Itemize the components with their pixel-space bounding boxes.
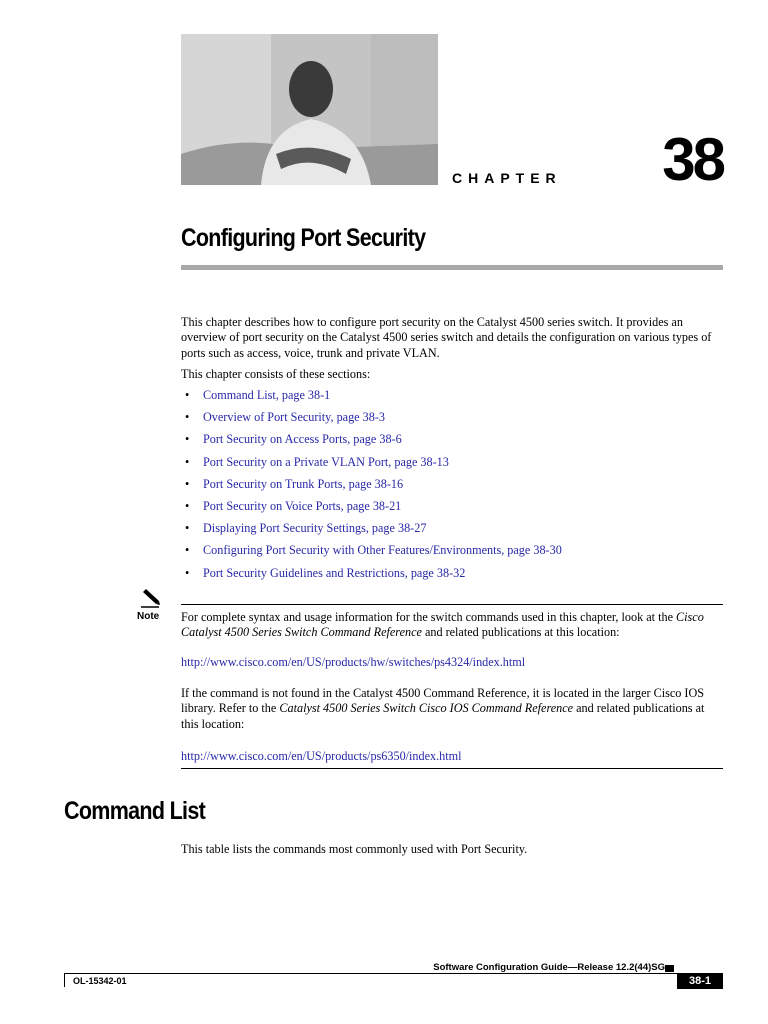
sections-intro: This chapter consists of these sections:: [181, 367, 371, 381]
toc-link[interactable]: Command List, page 38-1: [203, 388, 331, 402]
list-item: [181, 499, 562, 521]
bullet-icon: •: [185, 476, 190, 491]
bullet-icon: •: [185, 454, 190, 469]
note-paragraph-1: For complete syntax and usage information for the switch commands used in this chapter, look at the Cisco Catalyst 4500 Series Switch Command Reference and related publications at this location:: [181, 610, 704, 640]
chapter-photo: [181, 34, 438, 185]
list-item: [181, 521, 562, 543]
list-item: [181, 477, 562, 499]
bullet-icon: •: [185, 410, 190, 425]
note-top-rule: [181, 604, 723, 605]
pencil-note-icon: [139, 589, 161, 609]
bullet-icon: •: [185, 543, 190, 558]
url-link[interactable]: http://www.cisco.com/en/US/products/hw/switches/ps4324/index.html: [181, 655, 526, 669]
section-paragraph: This table lists the commands most commonly used with Port Security.: [181, 842, 528, 856]
toc-link[interactable]: Port Security on a Private VLAN Port, page 38-13: [203, 454, 449, 469]
footer-rule: [64, 973, 723, 974]
note-label: Note: [137, 611, 160, 622]
bullet-icon: •: [185, 432, 190, 447]
intro-paragraph: This chapter describes how to configure port security on the Catalyst 4500 series switch. It provides an overview of port security on the Catalyst 4500 series switch and details the configuration on various types of ports such as access, voice, trunk and private VLAN.: [181, 315, 712, 360]
list-item: [181, 388, 562, 410]
note-url-1: [181, 655, 723, 670]
list-item: [181, 543, 562, 565]
footer-tick: [64, 973, 65, 987]
url-link[interactable]: http://www.cisco.com/en/US/products/ps6350/index.html: [181, 749, 462, 763]
note-paragraph-2: If the command is not found in the Catalyst 4500 Command Reference, it is located in the larger Cisco IOS library. Refer to the Catalyst 4500 Series Switch Cisco IOS Command Reference and related publications at this location:: [181, 686, 705, 731]
book-title: Cisco Catalyst 4500 Series Switch Command Reference: [181, 610, 704, 640]
chapter-label: CHAPTER: [452, 170, 562, 186]
bullet-icon: •: [185, 388, 190, 402]
note-bottom-rule: [181, 768, 723, 769]
bullet-icon: •: [185, 521, 190, 536]
list-item: [181, 410, 562, 432]
toc-link[interactable]: Port Security on Voice Ports, page 38-21: [203, 498, 402, 513]
page-number: 38-1: [677, 974, 723, 989]
list-item: [181, 432, 562, 454]
footer-doc-number: OL-15342-01: [73, 976, 127, 986]
note-url-2: [181, 749, 723, 764]
toc-link[interactable]: Overview of Port Security, page 38-3: [203, 410, 385, 425]
bullet-icon: •: [185, 498, 190, 513]
section-list: [181, 388, 562, 588]
list-item: [181, 455, 562, 477]
toc-link[interactable]: Port Security on Access Ports, page 38-6: [203, 432, 402, 447]
chapter-title: Configuring Port Security: [181, 224, 426, 252]
toc-link[interactable]: Port Security on Trunk Ports, page 38-16: [203, 476, 404, 491]
footer-marker: [665, 965, 674, 972]
section-heading: Command List: [64, 797, 206, 825]
chapter-number: 38: [662, 126, 723, 193]
title-rule: [181, 265, 723, 270]
bullet-icon: •: [185, 565, 190, 580]
list-item: [181, 566, 562, 588]
book-title: Catalyst 4500 Series Switch Cisco IOS Command Reference: [279, 701, 574, 716]
footer-title: Software Configuration Guide—Release 12.2(44)SG: [433, 962, 665, 973]
toc-link[interactable]: Displaying Port Security Settings, page 38-27: [203, 521, 427, 536]
toc-link[interactable]: Port Security Guidelines and Restrictions, page 38-32: [203, 565, 466, 580]
toc-link[interactable]: Configuring Port Security with Other Features/Environments, page 38-30: [203, 543, 562, 558]
